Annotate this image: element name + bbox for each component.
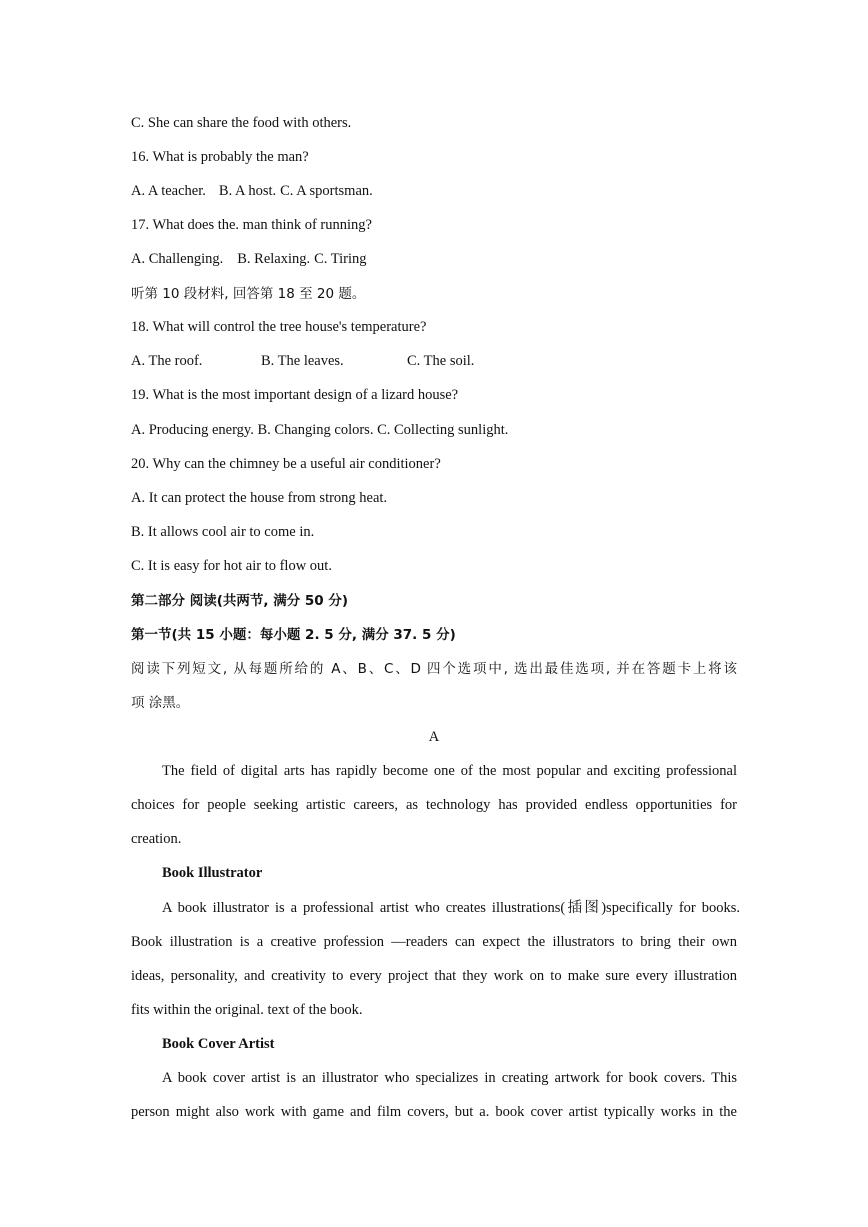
q20-option-a: A. It can protect the house from strong heat. bbox=[131, 490, 388, 506]
q17-option-a: A. Challenging. bbox=[131, 251, 224, 267]
q16-options bbox=[131, 182, 373, 200]
heading-book-illustrator: Book Illustrator bbox=[162, 865, 263, 881]
q17-option-c: C. Tiring bbox=[314, 251, 367, 267]
section10-instruction: 听第 10 段材料, 回答第 18 至 20 题。 bbox=[131, 286, 366, 302]
intro-line2: choices for people seeking artistic careers, as technology has provided endless opportunities for bbox=[131, 797, 737, 813]
illustrator-line2: Book illustration is a creative profession —readers can expect the illustrators to bring their own bbox=[131, 934, 737, 950]
q20-option-b: B. It allows cool air to come in. bbox=[131, 524, 315, 540]
q18-option-b: B. The leaves. bbox=[261, 353, 344, 369]
q17-option-b: B. Relaxing. bbox=[237, 251, 311, 267]
q16-question: 16. What is probably the man? bbox=[131, 149, 309, 165]
illustrator-line1: A book illustrator is a professional artist who creates illustrations(插图)specifically for books. bbox=[162, 900, 740, 916]
q19-options: A. Producing energy. B. Changing colors. C. Collecting sunlight. bbox=[131, 422, 509, 438]
q18-option-c: C. The soil. bbox=[407, 353, 475, 369]
q16-option-a: A. A teacher. bbox=[131, 183, 206, 199]
q15-option-c: C. She can share the food with others. bbox=[131, 115, 352, 131]
q18-question: 18. What will control the tree house's temperature? bbox=[131, 319, 427, 335]
cover-line2: person might also work with game and film covers, but a. book cover artist typically works in the bbox=[131, 1104, 737, 1120]
heading-book-cover-artist: Book Cover Artist bbox=[162, 1036, 275, 1052]
q20-question: 20. Why can the chimney be a useful air conditioner? bbox=[131, 456, 441, 472]
intro-line3: creation. bbox=[131, 831, 182, 847]
q20-option-c: C. It is easy for hot air to flow out. bbox=[131, 558, 332, 574]
reading-instruction-line1: 阅读下列短文, 从每题所给的 A、B、C、D 四个选项中, 选出最佳选项, 并在答题卡上将该 bbox=[131, 661, 737, 677]
q17-options bbox=[131, 250, 367, 268]
q16-option-b: B. A host. bbox=[218, 183, 277, 199]
reading-instruction-line2: 项 涂黑。 bbox=[131, 695, 190, 711]
q16-option-c: C. A sportsman. bbox=[280, 183, 373, 199]
intro-line1: The field of digital arts has rapidly become one of the most popular and exciting professional bbox=[162, 763, 737, 779]
illustrator-line4: fits within the original. text of the book. bbox=[131, 1002, 363, 1018]
q18-option-a: A. The roof. bbox=[131, 353, 203, 369]
passage-label: A bbox=[428, 729, 440, 745]
section-one-title: 第一节(共 15 小题：每小题 2. 5 分, 满分 37. 5 分) bbox=[131, 627, 456, 643]
q17-question: 17. What does the. man think of running? bbox=[131, 217, 372, 233]
cover-line1: A book cover artist is an illustrator who specializes in creating artwork for book covers. This bbox=[162, 1070, 737, 1086]
q19-question: 19. What is the most important design of a lizard house? bbox=[131, 387, 459, 403]
part-two-title: 第二部分 阅读(共两节, 满分 50 分) bbox=[131, 593, 349, 609]
illustrator-line3: ideas, personality, and creativity to every project that they work on to make sure every illustration bbox=[131, 968, 737, 984]
